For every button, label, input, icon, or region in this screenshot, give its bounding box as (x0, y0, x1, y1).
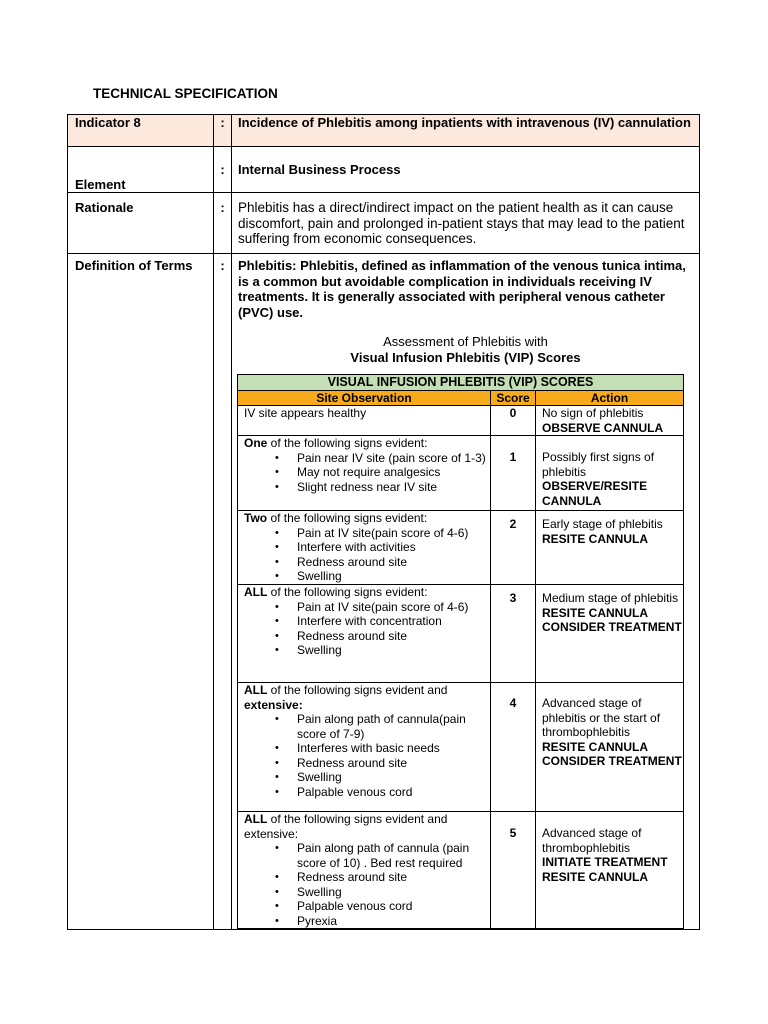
list-item: • Pain along path of cannula (pain score of 10) . Bed rest required (297, 841, 490, 870)
action-3-text: Medium stage of phlebitis (542, 591, 679, 605)
action-1 (536, 436, 684, 511)
action-2 (536, 511, 684, 585)
list-item: • Swelling (297, 643, 490, 658)
obs-2 (238, 511, 491, 585)
obs-3-lead-bold: ALL (244, 585, 268, 599)
obs-4-lead-2: extensive: (244, 697, 303, 712)
obs-4-list (244, 712, 490, 799)
rationale-row (68, 193, 700, 254)
element-label: Element (75, 177, 126, 192)
list-item: • May not require analgesics (297, 465, 490, 480)
obs-3-lead: of the following signs evident: (267, 585, 428, 599)
score-5: 5 (509, 826, 517, 840)
action-4 (536, 683, 684, 812)
obs-0: IV site appears healthy (238, 406, 491, 436)
obs-5-list (244, 841, 490, 928)
action-3-bold-2: CONSIDER TREATMENT (542, 620, 682, 634)
list-item: • Interferes with basic needs (297, 741, 490, 756)
vip-row-3 (238, 585, 684, 683)
action-0-text: No sign of phlebitis (542, 406, 644, 420)
list-item: • Interfere with concentration (297, 614, 490, 629)
list-item: • Redness around site (297, 555, 490, 570)
rationale-colon: : (220, 200, 225, 215)
obs-1 (238, 436, 491, 511)
action-0-bold: OBSERVE CANNULA (542, 420, 664, 435)
vip-row-5 (238, 812, 684, 929)
action-5 (536, 812, 684, 929)
header-action: Action (536, 390, 684, 406)
score-3: 3 (509, 591, 517, 605)
obs-1-lead-bold: One (244, 436, 268, 450)
action-2-text: Early stage of phlebitis (542, 517, 663, 531)
list-item: • Pain near IV site (pain score of 1-3) (297, 451, 490, 466)
obs-4-lead: of the following signs evident and (267, 683, 448, 697)
score-2: 2 (509, 517, 517, 531)
definition-label: Definition of Terms (75, 258, 193, 273)
list-item: • Swelling (297, 770, 490, 785)
score-4: 4 (509, 696, 517, 710)
action-3 (536, 585, 684, 683)
list-item: • Palpable venous cord (297, 785, 490, 800)
score-1: 1 (509, 450, 517, 464)
vip-row-0 (238, 406, 684, 436)
obs-2-lead-bold: Two (244, 511, 268, 525)
vip-header-row (238, 390, 684, 406)
list-item: • Redness around site (297, 870, 490, 885)
obs-3-list (244, 600, 490, 658)
vip-row-1 (238, 436, 684, 511)
obs-1-list (244, 451, 490, 495)
definition-colon: : (220, 258, 225, 273)
obs-5-lead: of the following signs evident and (267, 812, 448, 826)
action-5-bold-1: INITIATE TREATMENT (542, 855, 668, 869)
obs-5-lead-2: extensive: (244, 826, 299, 841)
action-5-text: Advanced stage of thrombophlebitis (542, 826, 642, 855)
rationale-value: Phlebitis has a direct/indirect impact on the patient health as it can cause discomfort, pain and prolonged in-patient stays that may lead to the patient suffering from economic consequences. (238, 200, 685, 246)
list-item: • Slight redness near IV site (297, 480, 490, 495)
element-row (68, 147, 700, 193)
action-1-text: Possibly first signs of phlebitis (542, 450, 655, 479)
list-item: • Swelling (297, 569, 490, 584)
vip-row-4 (238, 683, 684, 812)
assessment-line-2: Visual Infusion Phlebitis (VIP) Scores (350, 350, 581, 365)
obs-2-list (244, 526, 490, 584)
list-item: • Redness around site (297, 756, 490, 771)
list-item: • Pain at IV site(pain score of 4-6) (297, 526, 490, 541)
vip-score-table (237, 374, 684, 929)
vip-title-row (238, 375, 684, 391)
rationale-label: Rationale (75, 200, 134, 215)
score-0: 0 (491, 406, 536, 436)
list-item: • Pain along path of cannula(pain score of 7-9) (297, 712, 490, 741)
action-2-bold: RESITE CANNULA (542, 531, 649, 546)
indicator-row (68, 115, 700, 147)
action-4-text: Advanced stage of phlebitis or the start of thrombophlebitis (542, 696, 661, 739)
list-item: • Pain at IV site(pain score of 4-6) (297, 600, 490, 615)
document-title: TECHNICAL SPECIFICATION (93, 86, 278, 101)
indicator-colon: : (214, 115, 232, 147)
list-item: • Palpable venous cord (297, 899, 490, 914)
assessment-line-1: Assessment of Phlebitis with (383, 334, 548, 349)
definition-text: Phlebitis: Phlebitis, defined as inflammation of the venous tunica intima, is a common but avoidable complication in individuals receiving IV treatments. It is generally associated with peripheral venous catheter (PVC) use. (238, 258, 686, 320)
list-item: • Interfere with activities (297, 540, 490, 555)
action-1-bold: OBSERVE/RESITE CANNULA (542, 479, 648, 508)
header-score: Score (491, 390, 536, 406)
element-colon: : (220, 162, 225, 177)
indicator-value: Incidence of Phlebitis among inpatients with intravenous (IV) cannulation (232, 115, 700, 147)
action-0 (536, 406, 684, 436)
specification-table (67, 114, 700, 930)
obs-4-lead-bold: ALL (244, 683, 268, 697)
obs-1-lead: of the following signs evident: (267, 436, 428, 450)
list-item: • Swelling (297, 885, 490, 900)
indicator-label: Indicator 8 (68, 115, 214, 147)
header-site-observation: Site Observation (238, 390, 491, 406)
list-item: • Pyrexia (297, 914, 490, 929)
action-4-bold-2: CONSIDER TREATMENT (542, 754, 682, 768)
obs-2-lead: of the following signs evident: (267, 511, 428, 525)
obs-5-lead-bold: ALL (244, 812, 268, 826)
action-3-bold-1: RESITE CANNULA (542, 605, 649, 620)
action-5-bold-2: RESITE CANNULA (542, 869, 649, 884)
assessment-heading (238, 334, 693, 366)
definition-row (68, 254, 700, 930)
obs-3 (238, 585, 491, 683)
vip-title: VISUAL INFUSION PHLEBITIS (VIP) SCORES (238, 375, 684, 391)
element-value: Internal Business Process (238, 162, 401, 177)
obs-4 (238, 683, 491, 812)
obs-5 (238, 812, 491, 929)
action-4-bold-1: RESITE CANNULA (542, 739, 649, 754)
vip-row-2 (238, 511, 684, 585)
list-item: • Redness around site (297, 629, 490, 644)
